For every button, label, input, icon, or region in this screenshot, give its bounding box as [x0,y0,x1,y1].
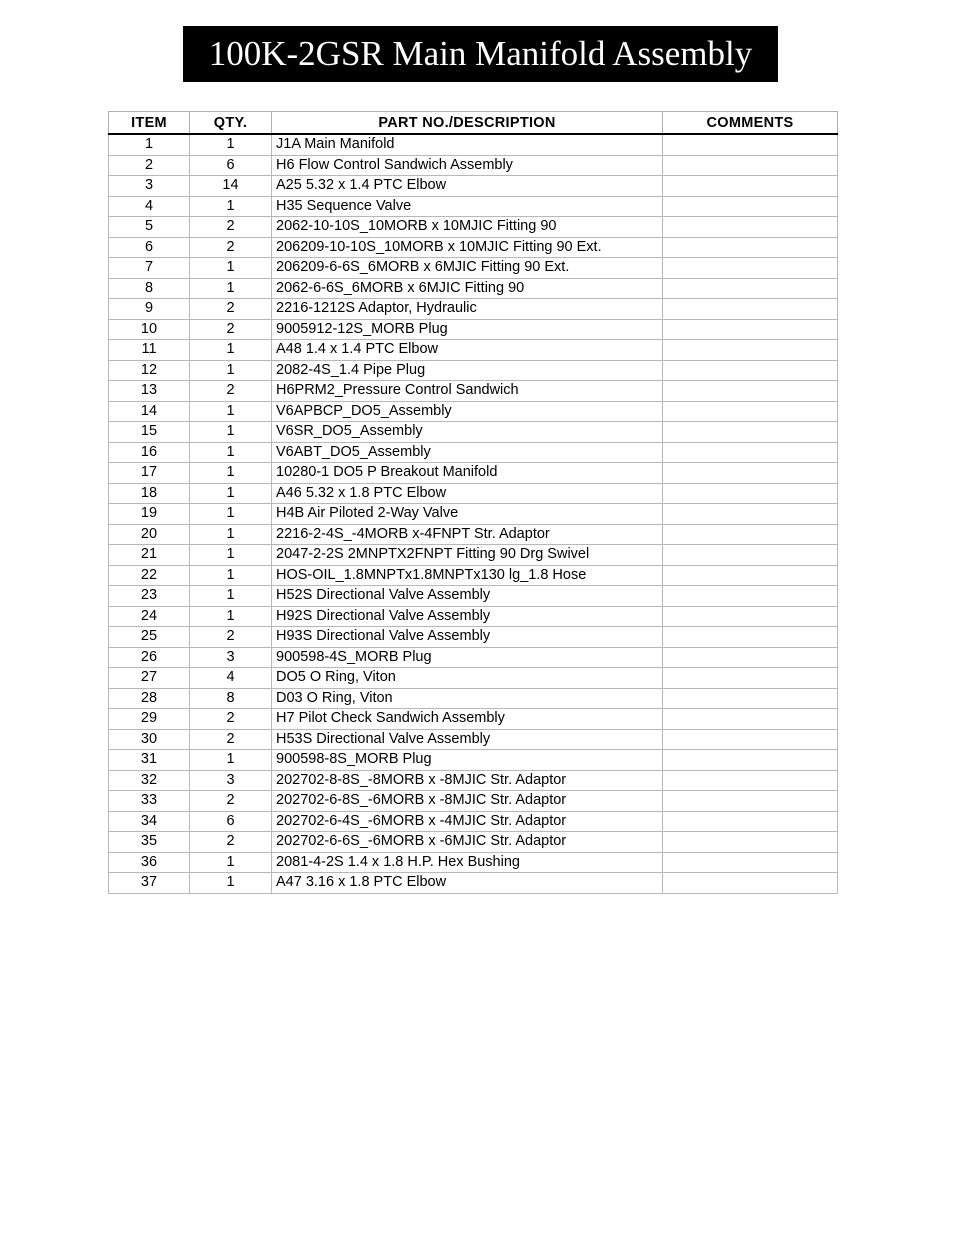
qty-cell: 1 [190,134,272,155]
item-cell: 16 [109,442,190,463]
table-row [109,750,838,771]
table-header-row [109,112,838,135]
description-cell: V6SR_DO5_Assembly [272,422,663,443]
description-cell: H6PRM2_Pressure Control Sandwich [272,381,663,402]
table-row [109,196,838,217]
table-row [109,873,838,894]
table-body [109,134,838,893]
description-cell: 2216-2-4S_-4MORB x-4FNPT Str. Adaptor [272,524,663,545]
qty-cell: 1 [190,442,272,463]
qty-cell: 2 [190,299,272,320]
description-cell: J1A Main Manifold [272,134,663,155]
item-cell: 12 [109,360,190,381]
qty-cell: 1 [190,852,272,873]
description-cell: V6ABT_DO5_Assembly [272,442,663,463]
description-cell: 900598-4S_MORB Plug [272,647,663,668]
column-header-item: ITEM [109,112,190,135]
qty-cell: 1 [190,422,272,443]
description-cell: 206209-10-10S_10MORB x 10MJIC Fitting 90 Ext. [272,237,663,258]
item-cell: 24 [109,606,190,627]
item-cell: 32 [109,770,190,791]
qty-cell: 1 [190,278,272,299]
comments-cell [663,422,838,443]
description-cell: H4B Air Piloted 2-Way Valve [272,504,663,525]
qty-cell: 1 [190,504,272,525]
qty-cell: 1 [190,565,272,586]
qty-cell: 2 [190,791,272,812]
item-cell: 4 [109,196,190,217]
item-cell: 13 [109,381,190,402]
qty-cell: 1 [190,750,272,771]
table-row [109,401,838,422]
comments-cell [663,155,838,176]
item-cell: 6 [109,237,190,258]
table-row [109,381,838,402]
comments-cell [663,463,838,484]
comments-cell [663,504,838,525]
table-row [109,483,838,504]
comments-cell [663,565,838,586]
table-row [109,770,838,791]
description-cell: DO5 O Ring, Viton [272,668,663,689]
table-row [109,586,838,607]
comments-cell [663,442,838,463]
item-cell: 17 [109,463,190,484]
page-title: 100K-2GSR Main Manifold Assembly [183,26,778,82]
qty-cell: 2 [190,237,272,258]
comments-cell [663,852,838,873]
comments-cell [663,524,838,545]
comments-cell [663,750,838,771]
qty-cell: 6 [190,811,272,832]
comments-cell [663,278,838,299]
table-row [109,504,838,525]
description-cell: D03 O Ring, Viton [272,688,663,709]
comments-cell [663,668,838,689]
description-cell: A25 5.32 x 1.4 PTC Elbow [272,176,663,197]
table-row [109,278,838,299]
table-row [109,668,838,689]
table-row [109,217,838,238]
comments-cell [663,606,838,627]
qty-cell: 1 [190,586,272,607]
table-row [109,258,838,279]
qty-cell: 2 [190,381,272,402]
description-cell: H35 Sequence Valve [272,196,663,217]
qty-cell: 3 [190,647,272,668]
item-cell: 19 [109,504,190,525]
item-cell: 33 [109,791,190,812]
comments-cell [663,483,838,504]
description-cell: A48 1.4 x 1.4 PTC Elbow [272,340,663,361]
item-cell: 22 [109,565,190,586]
item-cell: 15 [109,422,190,443]
table-row [109,852,838,873]
description-cell: H52S Directional Valve Assembly [272,586,663,607]
qty-cell: 2 [190,319,272,340]
item-cell: 1 [109,134,190,155]
column-header-comments: COMMENTS [663,112,838,135]
table-row [109,237,838,258]
item-cell: 21 [109,545,190,566]
table-row [109,422,838,443]
comments-cell [663,360,838,381]
table-row [109,791,838,812]
comments-cell [663,401,838,422]
qty-cell: 1 [190,340,272,361]
comments-cell [663,258,838,279]
comments-cell [663,647,838,668]
item-cell: 29 [109,709,190,730]
comments-cell [663,627,838,648]
table-row [109,319,838,340]
comments-cell [663,770,838,791]
item-cell: 20 [109,524,190,545]
description-cell: 2081-4-2S 1.4 x 1.8 H.P. Hex Bushing [272,852,663,873]
description-cell: 202702-6-4S_-6MORB x -4MJIC Str. Adaptor [272,811,663,832]
column-header-qty: QTY. [190,112,272,135]
table-row [109,176,838,197]
qty-cell: 2 [190,217,272,238]
table-row [109,360,838,381]
qty-cell: 1 [190,401,272,422]
description-cell: 2062-6-6S_6MORB x 6MJIC Fitting 90 [272,278,663,299]
table-row [109,811,838,832]
item-cell: 27 [109,668,190,689]
description-cell: A47 3.16 x 1.8 PTC Elbow [272,873,663,894]
item-cell: 11 [109,340,190,361]
qty-cell: 8 [190,688,272,709]
column-header-description: PART NO./DESCRIPTION [272,112,663,135]
item-cell: 30 [109,729,190,750]
qty-cell: 1 [190,196,272,217]
table-row [109,340,838,361]
item-cell: 5 [109,217,190,238]
item-cell: 36 [109,852,190,873]
comments-cell [663,709,838,730]
table-row [109,688,838,709]
description-cell: H53S Directional Valve Assembly [272,729,663,750]
item-cell: 8 [109,278,190,299]
table-row [109,729,838,750]
qty-cell: 1 [190,483,272,504]
description-cell: H7 Pilot Check Sandwich Assembly [272,709,663,730]
qty-cell: 2 [190,729,272,750]
item-cell: 31 [109,750,190,771]
comments-cell [663,176,838,197]
description-cell: 2047-2-2S 2MNPTX2FNPT Fitting 90 Drg Swivel [272,545,663,566]
item-cell: 2 [109,155,190,176]
table-row [109,709,838,730]
comments-cell [663,340,838,361]
description-cell: 10280-1 DO5 P Breakout Manifold [272,463,663,484]
item-cell: 18 [109,483,190,504]
description-cell: V6APBCP_DO5_Assembly [272,401,663,422]
table-row [109,134,838,155]
comments-cell [663,319,838,340]
comments-cell [663,729,838,750]
description-cell: 202702-6-8S_-6MORB x -8MJIC Str. Adaptor [272,791,663,812]
item-cell: 28 [109,688,190,709]
description-cell: 2216-1212S Adaptor, Hydraulic [272,299,663,320]
description-cell: 900598-8S_MORB Plug [272,750,663,771]
description-cell: 202702-6-6S_-6MORB x -6MJIC Str. Adaptor [272,832,663,853]
description-cell: 2062-10-10S_10MORB x 10MJIC Fitting 90 [272,217,663,238]
table-row [109,463,838,484]
qty-cell: 1 [190,873,272,894]
item-cell: 23 [109,586,190,607]
comments-cell [663,832,838,853]
description-cell: HOS-OIL_1.8MNPTx1.8MNPTx130 lg_1.8 Hose [272,565,663,586]
qty-cell: 1 [190,606,272,627]
bill-of-materials-table [108,111,838,894]
table-row [109,647,838,668]
item-cell: 26 [109,647,190,668]
item-cell: 10 [109,319,190,340]
qty-cell: 2 [190,627,272,648]
table-row [109,524,838,545]
item-cell: 9 [109,299,190,320]
qty-cell: 3 [190,770,272,791]
table-row [109,155,838,176]
item-cell: 14 [109,401,190,422]
qty-cell: 2 [190,832,272,853]
qty-cell: 1 [190,524,272,545]
description-cell: 9005912-12S_MORB Plug [272,319,663,340]
comments-cell [663,545,838,566]
comments-cell [663,586,838,607]
qty-cell: 4 [190,668,272,689]
item-cell: 34 [109,811,190,832]
description-cell: 2082-4S_1.4 Pipe Plug [272,360,663,381]
qty-cell: 1 [190,258,272,279]
description-cell: 202702-8-8S_-8MORB x -8MJIC Str. Adaptor [272,770,663,791]
comments-cell [663,688,838,709]
item-cell: 3 [109,176,190,197]
qty-cell: 6 [190,155,272,176]
item-cell: 25 [109,627,190,648]
qty-cell: 1 [190,545,272,566]
comments-cell [663,381,838,402]
comments-cell [663,299,838,320]
description-cell: 206209-6-6S_6MORB x 6MJIC Fitting 90 Ext. [272,258,663,279]
qty-cell: 1 [190,463,272,484]
qty-cell: 14 [190,176,272,197]
comments-cell [663,811,838,832]
table-row [109,442,838,463]
qty-cell: 1 [190,360,272,381]
qty-cell: 2 [190,709,272,730]
table-row [109,832,838,853]
comments-cell [663,791,838,812]
comments-cell [663,217,838,238]
comments-cell [663,134,838,155]
item-cell: 7 [109,258,190,279]
table-row [109,565,838,586]
comments-cell [663,237,838,258]
description-cell: H93S Directional Valve Assembly [272,627,663,648]
description-cell: H92S Directional Valve Assembly [272,606,663,627]
comments-cell [663,873,838,894]
item-cell: 37 [109,873,190,894]
table-row [109,299,838,320]
description-cell: A46 5.32 x 1.8 PTC Elbow [272,483,663,504]
item-cell: 35 [109,832,190,853]
description-cell: H6 Flow Control Sandwich Assembly [272,155,663,176]
table-row [109,606,838,627]
table-row [109,627,838,648]
table-row [109,545,838,566]
comments-cell [663,196,838,217]
